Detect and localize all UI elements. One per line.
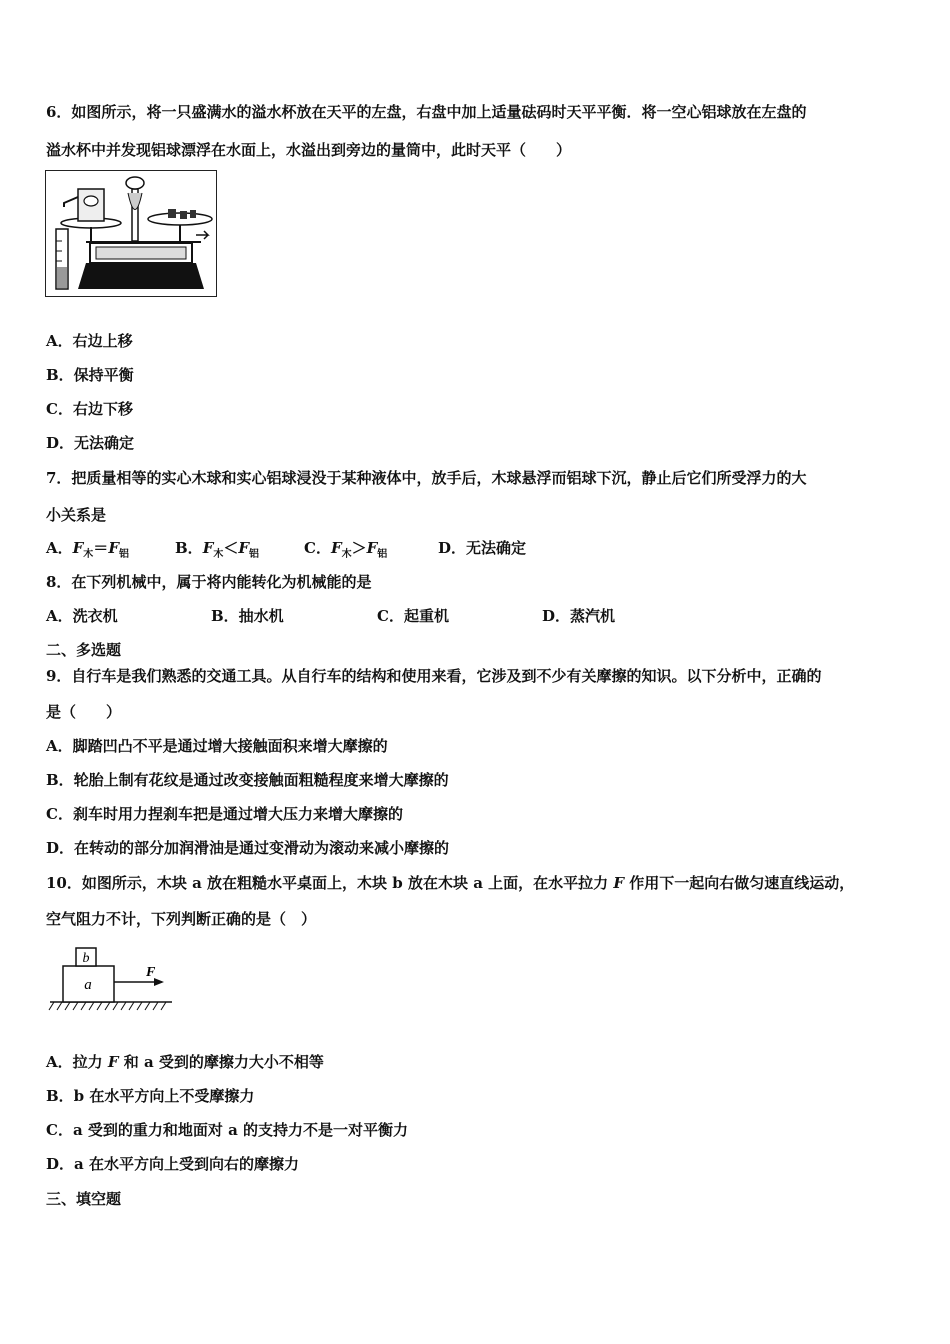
q9-stem-line1: 9．自行车是我们熟悉的交通工具。从自行车的结构和使用来看，它涉及到不少有关摩擦的知识。以下分析中，正确的 bbox=[46, 667, 822, 685]
q10-stem-line1: 10．如图所示，木块 a 放在粗糙水平桌面上，木块 b 放在木块 a 上面，在水平拉力 F 作用下一起向右做匀速直线运动， bbox=[46, 874, 855, 892]
blocks-drawing bbox=[48, 944, 178, 1016]
section-multiple-choice-heading: 二、多选题 bbox=[46, 641, 122, 659]
q9-option-a: A．脚踏凹凸不平是通过增大接触面积来增大摩擦的 bbox=[46, 737, 388, 755]
label-a: a bbox=[84, 977, 92, 993]
section-fill-blank-heading: 三、填空题 bbox=[46, 1190, 122, 1208]
q8-option-d: D．蒸汽机 bbox=[542, 607, 616, 625]
q7-option-d: D．无法确定 bbox=[438, 539, 527, 557]
q9-option-d: D．在转动的部分加润滑油是通过变滑动为滚动来减小摩擦的 bbox=[46, 839, 450, 857]
blocks-figure bbox=[48, 944, 178, 1016]
q7-stem-line1: 7．把质量相等的实心木球和实心铝球浸没于某种液体中，放手后，木球悬浮而铝球下沉，静止后它们所受浮力的大 bbox=[46, 469, 807, 487]
q6-stem-line2: 溢水杯中并发现铝球漂浮在水面上，水溢出到旁边的量筒中，此时天平（ ） bbox=[46, 141, 572, 159]
q8-option-a: A．洗衣机 bbox=[46, 607, 118, 625]
q10-option-c: C．a 受到的重力和地面对 a 的支持力不是一对平衡力 bbox=[46, 1121, 409, 1139]
q6-option-b: B．保持平衡 bbox=[46, 366, 134, 384]
balance-drawing bbox=[46, 171, 215, 295]
q9-option-c: C．刹车时用力捏刹车把是通过增大压力来增大摩擦的 bbox=[46, 805, 403, 823]
q7-option-c: C．$F_木>F_铝$ bbox=[304, 539, 388, 560]
q10-option-b: B．b 在水平方向上不受摩擦力 bbox=[46, 1087, 255, 1105]
q7-stem-line2: 小关系是 bbox=[46, 506, 107, 524]
q6-option-a: A．右边上移 bbox=[46, 332, 133, 350]
q7-option-a: A．$F_木=F_铝$ bbox=[46, 539, 129, 560]
q9-option-b: B．轮胎上制有花纹是通过改变接触面粗糙程度来增大摩擦的 bbox=[46, 771, 449, 789]
q10-option-d: D．a 在水平方向上受到向右的摩擦力 bbox=[46, 1155, 299, 1173]
q10-stem-line2: 空气阻力不计，下列判断正确的是（ ） bbox=[46, 910, 317, 928]
q9-stem-line2: 是（ ） bbox=[46, 703, 122, 721]
label-b: b bbox=[82, 951, 90, 966]
q8-option-b: B．抽水机 bbox=[211, 607, 284, 625]
q6-stem-line1: 6．如图所示，将一只盛满水的溢水杯放在天平的左盘，右盘中加上适量砝码时天平平衡．将一空心铝球放在左盘的 bbox=[46, 103, 807, 121]
balance-figure bbox=[45, 170, 217, 297]
q6-option-c: C．右边下移 bbox=[46, 400, 133, 418]
q10-option-a: A．拉力 F 和 a 受到的摩擦力大小不相等 bbox=[46, 1053, 324, 1071]
q6-option-d: D．无法确定 bbox=[46, 434, 135, 452]
q8-option-c: C．起重机 bbox=[377, 607, 449, 625]
q8-stem: 8．在下列机械中，属于将内能转化为机械能的是 bbox=[46, 573, 372, 591]
label-F: F bbox=[146, 965, 156, 980]
q7-option-b: B．$F_木<F_铝$ bbox=[175, 539, 260, 560]
